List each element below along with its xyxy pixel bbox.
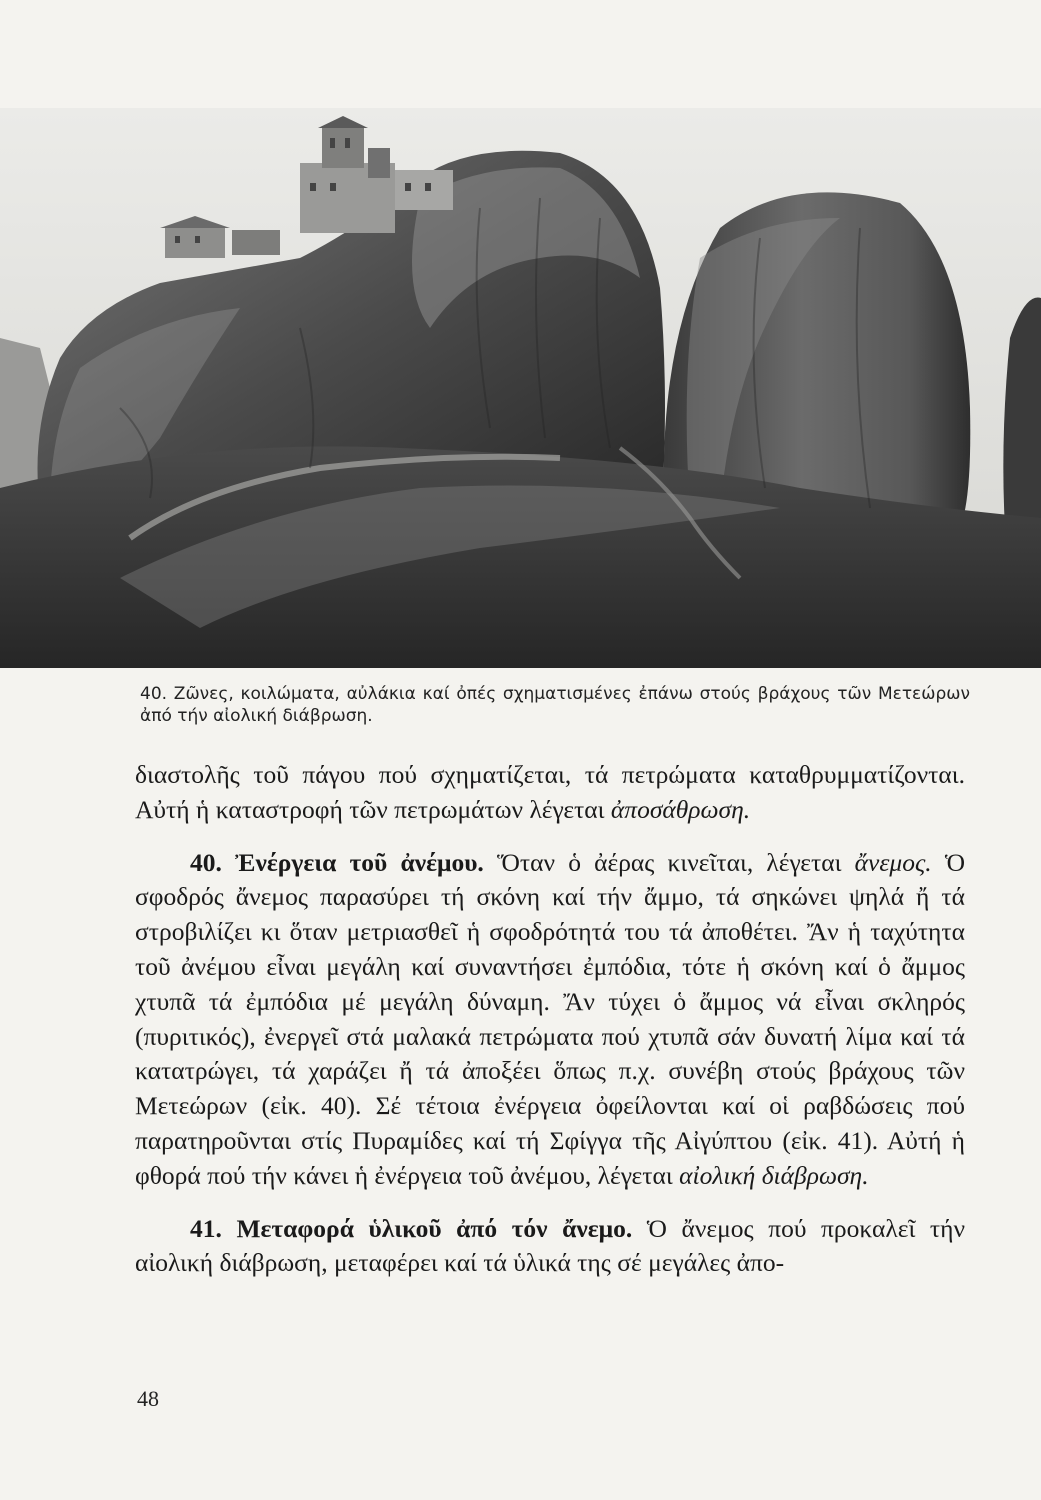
- figure-caption: 40. Ζῶνες, κοιλώματα, αὐλάκια καί ὀπές σχηματισμένες ἐπάνω στούς βράχους τῶν Μετεώρων ἀπό τήν αἰολική διάβρωση.: [140, 684, 970, 726]
- section-41-text: Ὁ ἄνεμος πού προκαλεῖ τήν αἰολική διάβρωση, μεταφέρει καί τά ὑλικά της σέ μεγάλες ἀπο-: [135, 1213, 965, 1278]
- section-40-text-a: Ὅταν ὁ ἀέρας κινεῖται, λέγεται: [483, 847, 855, 877]
- section-41-paragraph: [135, 1212, 965, 1282]
- paragraph-continuation: [135, 758, 965, 828]
- term-anemos: ἄνεμος.: [854, 847, 932, 877]
- section-heading-41: 41. Μεταφορά ὑλικοῦ ἀπό τόν ἄνεμο.: [190, 1213, 633, 1243]
- paragraph-text: διαστολῆς τοῦ πάγου πού σχηματίζεται, τά πετρώματα καταθρυμματίζονται. Αὐτή ἡ καταστροφή τῶν πετρωμάτων λέγεται: [135, 760, 965, 824]
- meteora-rocks-photo: [0, 108, 1041, 668]
- section-40-text-b: Ὁ σφοδρός ἄνεμος παρασύρει τή σκόνη καί τήν ἄμμο, τά σηκώνει ψηλά ἤ τά στροβιλίζει κι ὅταν μετριασθεῖ ἡ σφοδρότητά του τά ἀποθέτει. Ἄν ἡ ταχύτητα τοῦ ἀνέμου εἶναι μεγάλη καί συναντήσει ἐμπόδια, τότε ἡ σκόνη καί ὁ ἄμμος χτυπᾶ τά ἐμπόδια μέ μεγάλη δύναμη. Ἄν τύχει ὁ ἄμμος νά εἶναι σκληρός (πυριτικός), ἐνεργεῖ στά μαλακά πετρώματα πού χτυπᾶ σάν δυνατή λίμα καί τά κατατρώγει, τά χαράζει ἤ τά ἀποξέει ὅπως π.χ. συνέβη στούς βράχους τῶν Μετεώρων (εἰκ. 40). Σέ τέτοια ἐνέργεια ὀφείλονται καί οἱ ραβδώσεις πού παρατηροῦνται στίς Πυραμίδες καί τή Σφίγγα τῆς Αἰγύπτου (εἰκ. 41). Αὐτή ἡ φθορά πού τήν κάνει ἡ ἐνέργεια τοῦ ἀνέμου, λέγεται: [135, 847, 966, 1190]
- section-heading-40: 40. Ἐνέργεια τοῦ ἀνέμου.: [190, 847, 484, 877]
- section-40-paragraph: [135, 846, 965, 1194]
- body-text: [135, 758, 965, 1281]
- term-aioliki-diavrosi: αἰολική διάβρωση.: [679, 1160, 869, 1190]
- page-number: 48: [137, 1386, 159, 1411]
- term-aposathrosi: ἀποσάθρωση.: [610, 794, 751, 824]
